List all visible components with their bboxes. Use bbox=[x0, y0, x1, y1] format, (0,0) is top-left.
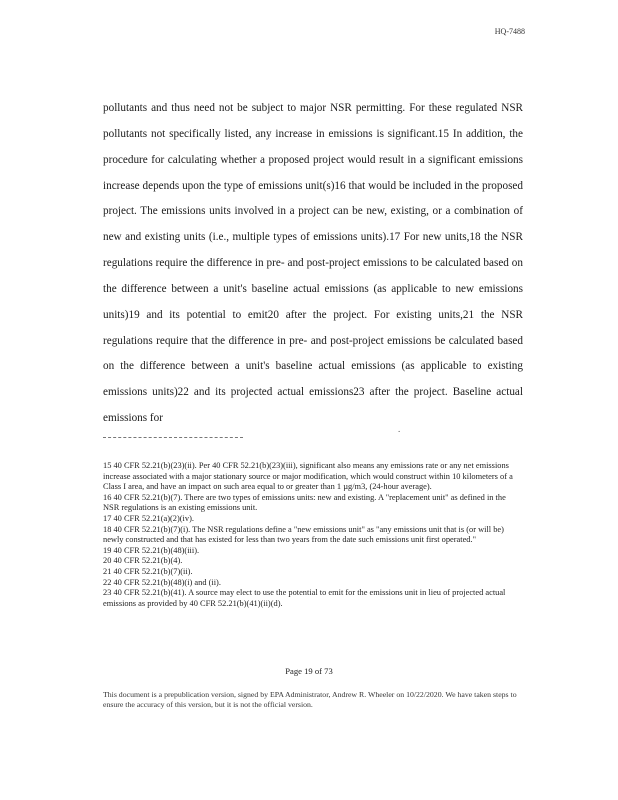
stray-mark: . bbox=[398, 424, 401, 434]
footnote: 18 40 CFR 52.21(b)(7)(i). The NSR regulations define a "new emissions unit" as "any emissions unit that is (or will be) newly constructed and that has existed for less than two years from the date such emissions unit first operated." bbox=[103, 524, 504, 545]
footnote: 17 40 CFR 52.21(a)(2)(iv). bbox=[103, 513, 194, 523]
prepublication-disclaimer: This document is a prepublication version, signed by EPA Administrator, Andrew R. Wheeler on 10/22/2020. We have taken steps to ensure the accuracy of this version, but it is not the official version. bbox=[103, 690, 517, 709]
footnote: 19 40 CFR 52.21(b)(48)(iii). bbox=[103, 545, 200, 555]
footnote: 16 40 CFR 52.21(b)(7). There are two types of emissions units: new and existing. A "replacement unit" as defined in the NSR regulations is an existing emissions unit. bbox=[103, 492, 506, 513]
footnote-separator bbox=[103, 437, 243, 438]
page-number: Page 19 of 73 bbox=[285, 666, 333, 676]
paragraph-text: pollutants and thus need not be subject to major NSR permitting. For these regulated NSR pollutants not specifically listed, any increase in emissions is significant.15 In addition, the procedure for calculating whether a proposed project would result in a significant emissions increase depends upon the type of emissions unit(s)16 that would be included in the proposed project. The emissions units involved in a project can be new, existing, or a combination of new and existing units (i.e., multiple types of emissions units).17 For new units,18 the NSR regulations require the difference in pre- and post-project emissions to be calculated based on the difference between a unit's baseline actual emissions (as applicable to new emissions units)19 and its potential to emit20 after the project. For existing units,21 the NSR regulations require that the difference in pre- and post-project emissions be calculated based on the difference between a unit's baseline actual emissions (as applicable to existing emissions units)22 and its projected actual emissions23 after the project. Baseline actual emissions for bbox=[103, 102, 523, 425]
footnote: 23 40 CFR 52.21(b)(41). A source may elect to use the potential to emit for the emissions unit in lieu of projected actual emissions as provided by 40 CFR 52.21(b)(41)(ii)(d). bbox=[103, 588, 506, 608]
body-paragraph bbox=[103, 96, 523, 432]
footnotes bbox=[103, 461, 523, 609]
footnote: 15 40 CFR 52.21(b)(23)(ii). Per 40 CFR 52.21(b)(23)(iii), significant also means any emissions rate or any net emissions increase associated with a major stationary source or major modification, which would construct within 10 kilometers of a Class I area, and have an impact on such area equal to or greater than 1 µg/m3, (24-hour average). bbox=[103, 461, 513, 492]
document-id: HQ-7488 bbox=[494, 27, 525, 36]
footnote: 20 40 CFR 52.21(b)(4). bbox=[103, 556, 183, 566]
footnote: 22 40 CFR 52.21(b)(48)(i) and (ii). bbox=[103, 577, 221, 587]
footnote: 21 40 CFR 52.21(b)(7)(ii). bbox=[103, 566, 193, 576]
